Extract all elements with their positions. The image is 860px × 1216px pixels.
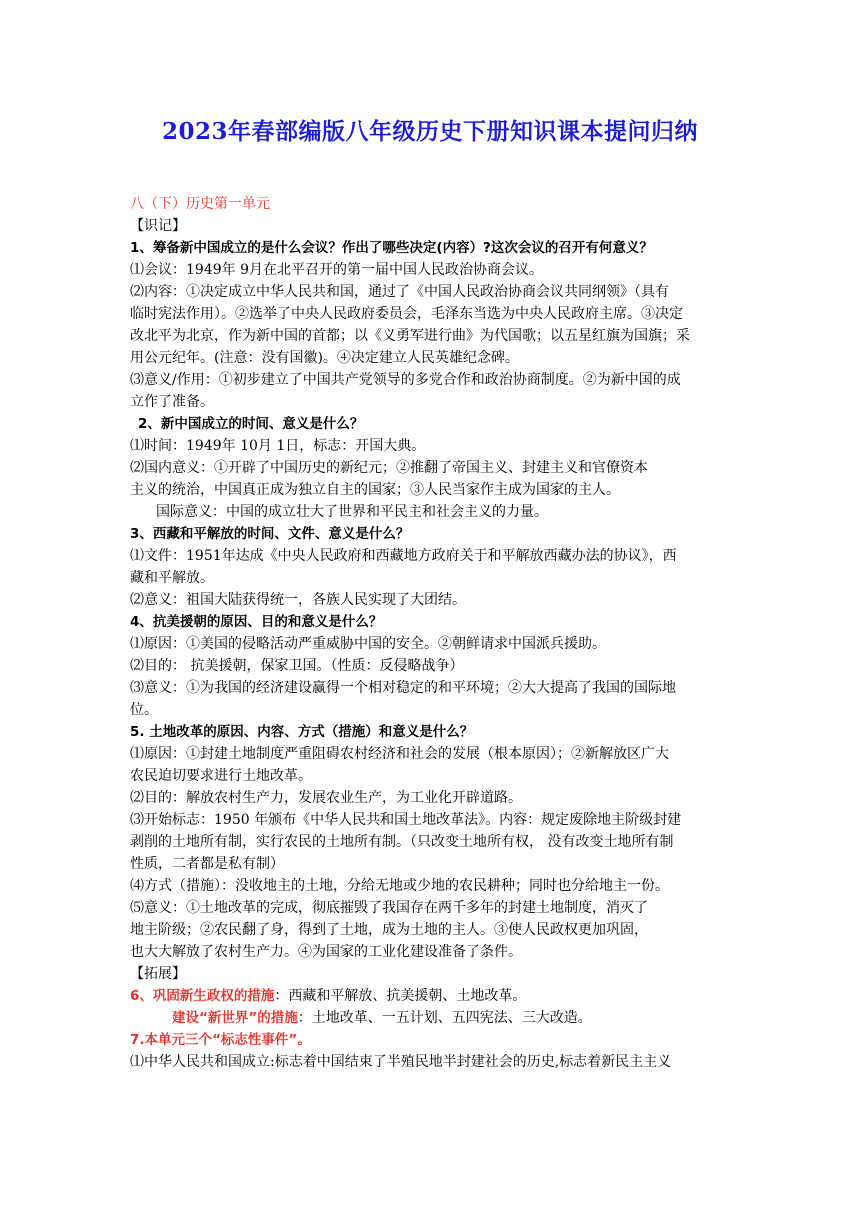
answer-text: 地主阶级；②农民翻了身，得到了土地，成为土地的主人。③使人民政权更加巩固， <box>130 922 648 938</box>
answer-text: ⑶开始标志：1950 年颁布《中华人民共和国土地改革法》。内容：规定废除地主阶级封建 <box>130 812 682 828</box>
question-2: 2、新中国成立的时间、意义是什么？ <box>138 416 364 432</box>
answer-text: ⑵目的： 抗美援朝，保家卫国。（性质：反侵略战争） <box>130 658 464 674</box>
answer-text: 性质，二者都是私有制） <box>130 856 284 872</box>
question-4: 4、抗美援朝的原因、目的和意义是什么？ <box>130 614 383 630</box>
question-7: 7.本单元三个“标志性事件”。 <box>130 1032 311 1048</box>
answer-text: ⑴会议：1949年 9月在北平召开的第一届中国人民政治协商会议。 <box>130 262 543 278</box>
answer-text: ⑷方式（措施）：没收地主的土地，分给无地或少地的农民耕种；同时也分给地主一份。 <box>130 878 669 894</box>
answer-text: 国际意义：中国的成立壮大了世界和平民主和社会主义的力量。 <box>156 504 548 520</box>
answer-text: 临时宪法作用）。②选举了中央人民政府委员会，毛泽东当选为中央人民政府主席。③决定 <box>130 306 683 322</box>
section-recall-label: 【识记】 <box>130 218 186 234</box>
document-title: 2023年春部编版八年级历史下册知识课本提问归纳 <box>161 118 698 145</box>
answer-text: 剥削的土地所有制，实行农民的土地所有制。（只改变土地所有权， 没有改变土地所有制 <box>130 834 674 850</box>
answer-text: ⑶意义：①为我国的经济建设赢得一个相对稳定的和平环境；②大大提高了我国的国际地 <box>130 680 676 696</box>
answer-text: 立作了准备。 <box>130 394 214 410</box>
answer-text: 用公元纪年。(注意：没有国徽)。④决定建立人民英雄纪念碑。 <box>130 350 519 366</box>
measure-label: 6、巩固新生政权的措施 <box>130 988 275 1004</box>
answer-text: 主义的统治，中国真正成为独立自主的国家；③人民当家作主成为国家的主人。 <box>130 482 620 498</box>
answer-text: ⑴中华人民共和国成立:标志着中国结束了半殖民地半封建社会的历史,标志着新民主主义 <box>130 1054 672 1070</box>
answer-text: ⑴文件：1951年达成《中央人民政府和西藏地方政府关于和平解放西藏办法的协议》，西 <box>130 548 677 564</box>
answer-text: ⑵意义：祖国大陆获得统一，各族人民实现了大团结。 <box>130 592 466 608</box>
question-6-extra <box>130 1007 734 1029</box>
measure-text: ：土地改革、一五计划、五四宪法、三大改造。 <box>297 1010 592 1026</box>
answer-text: ⑵目的：解放农村生产力，发展农业生产，为工业化开辟道路。 <box>130 790 522 806</box>
answer-text: 改北平为北京，作为新中国的首都；以《义勇军进行曲》为代国歌；以五星红旗为国旗；采 <box>130 328 690 344</box>
question-5: 5. 土地改革的原因、内容、方式（措施）和意义是什么？ <box>130 724 474 740</box>
answer-text: ⑸意义：①土地改革的完成，彻底摧毁了我国存在两千多年的封建土地制度，消灭了 <box>130 900 648 916</box>
answer-text: ⑵内容：①决定成立中华人民共和国，通过了《中国人民政治协商会议共同纲领》（具有 <box>130 284 669 300</box>
answer-text: 农民迫切要求进行土地改革。 <box>130 768 312 784</box>
answer-text: ⑵国内意义：①开辟了中国历史的新纪元；②推翻了帝国主义、封建主义和官僚资本 <box>130 460 648 476</box>
question-3: 3、西藏和平解放的时间、文件、意义是什么？ <box>130 526 410 542</box>
document-body <box>130 193 734 1073</box>
question-6 <box>130 985 734 1007</box>
measure-label: 建设“新世界”的措施 <box>172 1010 298 1026</box>
measure-text: ：西藏和平解放、抗美援朝、土地改革。 <box>274 988 527 1004</box>
answer-text: 藏和平解放。 <box>130 570 214 586</box>
answer-text: ⑶意义/作用：①初步建立了中国共产党领导的多党合作和政治协商制度。②为新中国的成 <box>130 372 681 388</box>
unit-heading: 八（下）历史第一单元 <box>130 196 270 212</box>
question-1: 1、筹备新中国成立的是什么会议？作出了哪些决定(内容）?这次会议的召开有何意义？ <box>130 240 653 256</box>
answer-text: ⑴时间：1949年 10月 1日，标志：开国大典。 <box>130 438 426 454</box>
answer-text: 也大大解放了农村生产力。④为国家的工业化建设准备了条件。 <box>130 944 522 960</box>
section-extend-label: 【拓展】 <box>130 966 186 982</box>
answer-text: ⑴原因：①封建土地制度严重阻碍农村经济和社会的发展（根本原因）；②新解放区广大 <box>130 746 669 762</box>
answer-text: 位。 <box>130 702 158 718</box>
answer-text: ⑴原因：①美国的侵略活动严重威胁中国的安全。②朝鲜请求中国派兵援助。 <box>130 636 606 652</box>
